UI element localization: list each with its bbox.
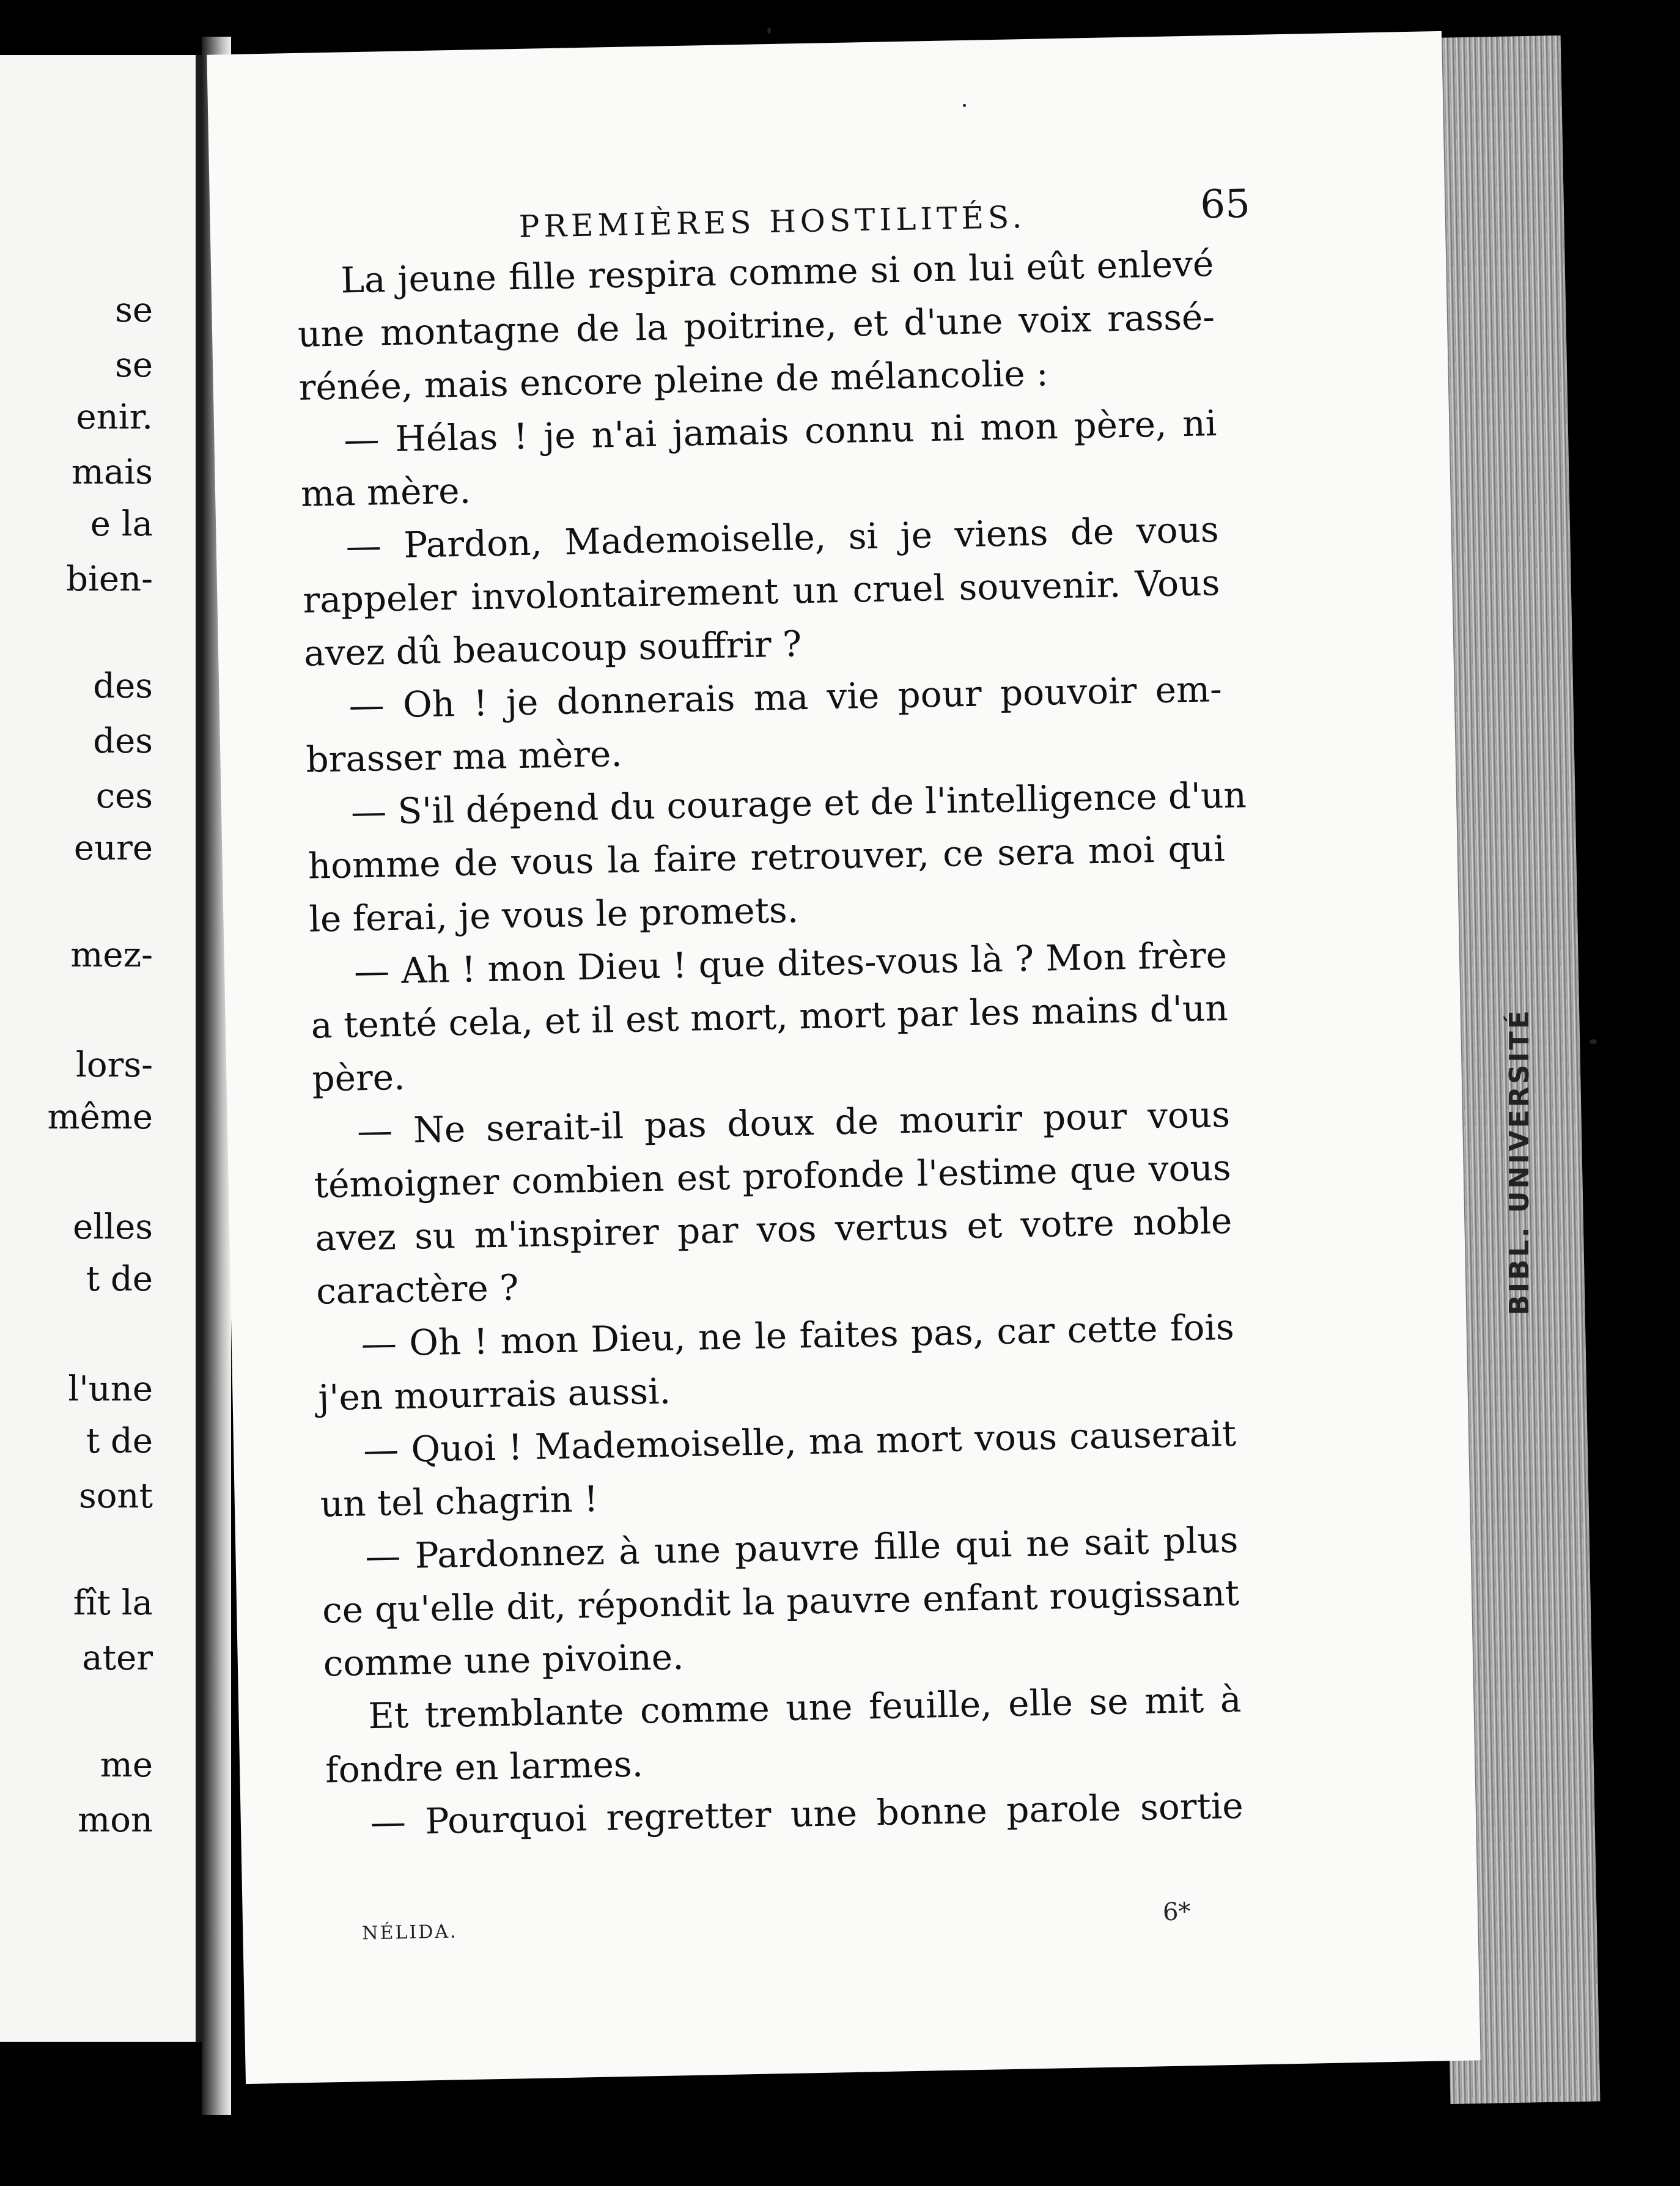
left-page-line: bien- <box>66 559 153 599</box>
left-page-line: elles <box>73 1207 153 1247</box>
text-line: La jeune fille respira comme si on lui eût enlevé <box>340 243 1214 301</box>
left-page-line: mais <box>71 452 153 492</box>
left-page-line: e la <box>90 504 153 544</box>
left-page-line: se <box>115 290 153 330</box>
dust-speck <box>767 28 771 34</box>
left-page-line: t de <box>86 1259 153 1299</box>
left-page-line: t de <box>86 1421 153 1461</box>
page-body <box>297 237 1247 1850</box>
text-line: le ferai, je vous le promets. <box>308 889 799 940</box>
text-line: — Oh ! je donnerais ma vie pour pouvoir em- <box>348 668 1223 727</box>
text-line: — Oh ! mon Dieu, ne le faites pas, car cette fois <box>361 1306 1235 1365</box>
left-page-line: des <box>93 666 153 706</box>
text-line: rappeler involontairement un cruel souvenir. Vous <box>302 562 1220 621</box>
text-line: — Pardonnez à une pauvre fille qui ne sait plus <box>364 1518 1239 1578</box>
library-stamp <box>1473 1009 1565 1314</box>
signature-mark: 6* <box>1162 1897 1191 1927</box>
text-line: fondre en larmes. <box>325 1743 644 1791</box>
text-line: — Quoi ! Mademoiselle, ma mort vous causerait <box>363 1412 1237 1471</box>
text-line: rénée, mais encore pleine de mélancolie : <box>298 352 1049 408</box>
signature-title: NÉLIDA. <box>362 1921 458 1945</box>
dust-speck <box>963 104 966 107</box>
text-line: avez su m'inspirer par vos vertus et votre noble <box>314 1199 1232 1259</box>
running-head: PREMIÈRES HOSTILITÉS. <box>518 199 1026 245</box>
text-line: — Ne serait-il pas doux de mourir pour vous <box>356 1093 1231 1152</box>
left-page-line: fît la <box>73 1583 153 1623</box>
text-line: avez dû beaucoup souffrir ? <box>303 623 802 674</box>
left-page-line: ater <box>82 1638 153 1678</box>
text-line: Et tremblante comme une feuille, elle se mit à <box>367 1678 1242 1737</box>
left-page-line: ces <box>95 776 153 816</box>
left-page-line: l'une <box>68 1369 153 1409</box>
left-page-line: se <box>115 345 153 385</box>
text-line: j'en mourrais aussi. <box>317 1370 671 1419</box>
dust-speck <box>1590 1039 1597 1044</box>
text-line: brasser ma mère. <box>305 732 623 781</box>
text-line: — Hélas ! je n'ai jamais connu ni mon père, ni <box>343 402 1217 461</box>
left-page-line: des <box>93 721 153 761</box>
text-line: comme une pivoine. <box>323 1636 685 1685</box>
text-line: père. <box>311 1056 406 1100</box>
left-page-line: me <box>100 1745 153 1785</box>
text-line: — Pourquoi regretter une bonne parole sortie <box>370 1784 1244 1844</box>
text-line: homme de vous la faire retrouver, ce sera moi qui <box>308 827 1226 887</box>
text-line: — S'il dépend du courage et de l'intelligence d'un <box>350 774 1247 833</box>
left-page-line: même <box>47 1097 153 1137</box>
book-page <box>207 31 1480 2084</box>
text-line: — Ah ! mon Dieu ! que dites-vous là ? Mon frère <box>353 933 1228 993</box>
previous-page-fragment <box>0 55 202 2042</box>
text-line: ce qu'elle dit, répondit la pauvre enfant rougissant <box>322 1572 1240 1632</box>
text-line: un tel chagrin ! <box>320 1478 599 1525</box>
page-number: 65 <box>1199 181 1251 228</box>
left-page-line: lors- <box>75 1045 153 1085</box>
text-line: témoigner combien est profonde l'estime que vous <box>314 1146 1232 1206</box>
left-page-line: mez- <box>70 935 153 975</box>
left-page-line: mon <box>78 1800 153 1840</box>
text-line: a tenté cela, et il est mort, mort par les mains d'un <box>311 987 1229 1047</box>
library-stamp-text: BIBL. UNIVERSITÉ <box>1503 1007 1535 1316</box>
text-line: caractère ? <box>315 1267 519 1312</box>
left-page-line: enir. <box>76 397 153 437</box>
text-line: ma mère. <box>300 469 471 515</box>
text-line: une montagne de la poitrine, et d'une voix rassé- <box>297 296 1215 355</box>
left-page-line: sont <box>78 1476 153 1516</box>
left-page-line: eure <box>73 828 153 868</box>
text-line: — Pardon, Mademoiselle, si je viens de vous <box>345 509 1220 567</box>
